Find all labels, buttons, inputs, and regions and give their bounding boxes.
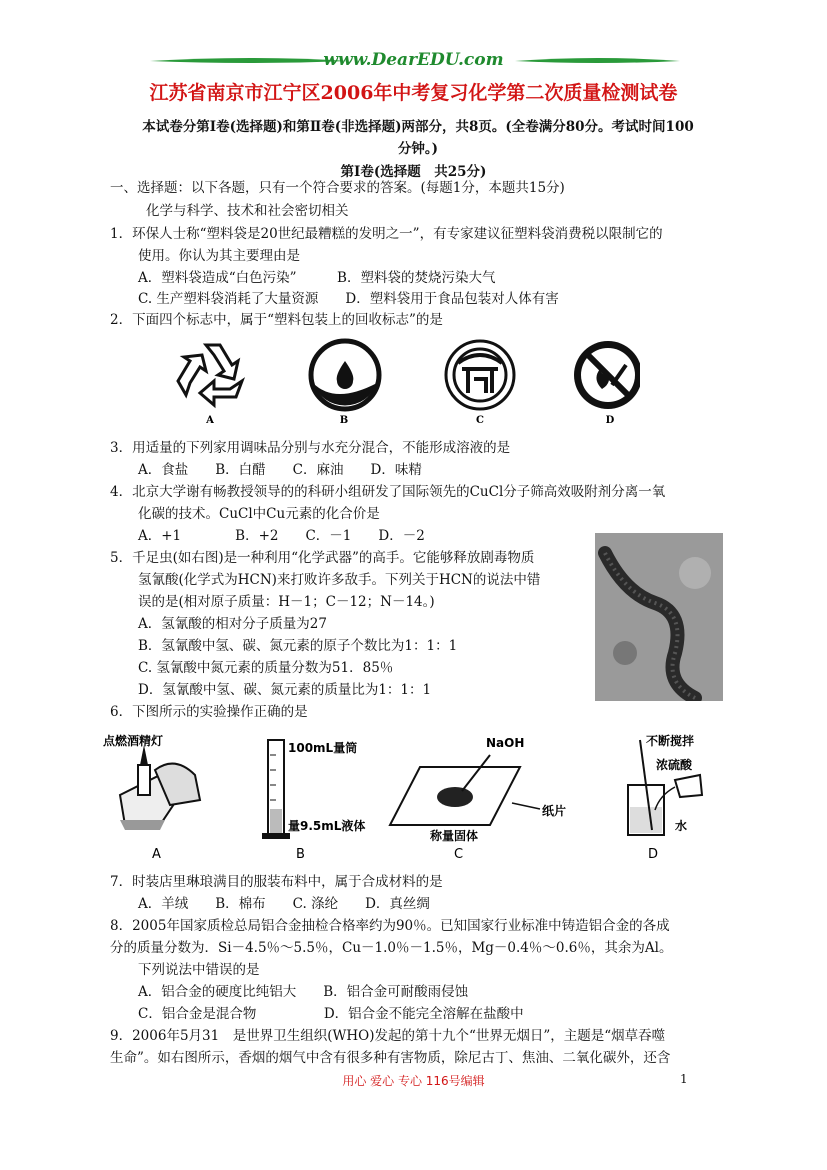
question-2: 2．下面四个标志中，属于“塑料包装上的回收标志”的是 — [110, 312, 443, 328]
question-8-cont-2: 下列说法中错误的是 — [138, 962, 260, 978]
question-7: 7．时装店里琳琅满目的服装布料中，属于合成材料的是 — [110, 874, 443, 890]
q2-label-a: A — [206, 415, 214, 426]
q2-logos-figure — [170, 335, 640, 430]
question-8-options-1: A．铝合金的硬度比纯铝大 B．铝合金可耐酸雨侵蚀 — [138, 984, 469, 1000]
q6-c-letter: C — [454, 847, 464, 862]
question-5-option-d: D．氢氰酸中氢、碳、氮元素的质量比为1：1：1 — [138, 682, 432, 698]
recycle-logo-icon — [178, 345, 242, 405]
water-saving-logo-icon — [311, 341, 379, 409]
paper-intro — [108, 116, 728, 160]
question-8-cont-1: 分的质量分数为．Si－4.5％～5.5％，Cu－1.0％－1.5％，Mg－0.4％～0.6％，其余为Al。 — [110, 940, 673, 956]
site-url[interactable]: www.DearEDU.com — [323, 50, 504, 70]
page-footer: 用心 爱心 专心 116号编辑 — [342, 1074, 485, 1088]
question-3-options: A．食盐 B．白醋 C．麻油 D．味精 — [138, 462, 422, 478]
q2-label-d: D — [605, 415, 615, 426]
question-4: 4．北京大学谢有畅教授领导的的科研小组研发了国际领先的CuCl分子筛高效吸附剂分离一氧 — [110, 484, 666, 500]
question-5-cont-2: 误的是(相对原子质量：H－1；C－12；N－14。) — [138, 594, 435, 610]
question-5-option-a: A．氢氰酸的相对分子质量为27 — [138, 616, 327, 632]
question-8: 8．2005年国家质检总局铝合金抽检合格率约为90％。已知国家行业标准中铸造铝合金的各成 — [110, 918, 670, 934]
question-9-cont: 生命”。如右图所示，香烟的烟气中含有很多种有害物质，除尼古丁、焦油、二氧化碳外，还含 — [110, 1050, 671, 1066]
q6-d-letter: D — [648, 847, 659, 862]
section-heading: 第Ⅰ卷(选择题 共25分) — [340, 164, 487, 180]
q6-d-label-2: 浓硫酸 — [656, 758, 693, 772]
q6-a-label: 点燃酒精灯 — [103, 734, 164, 748]
part-heading: 一、选择题：以下各题，只有一个符合要求的答案。(每题1分，本题共15分) — [110, 180, 565, 196]
question-5-option-b: B．氢氰酸中氢、碳、氮元素的原子个数比为1：1：1 — [138, 638, 458, 654]
theme-line: 化学与科学、技术和社会密切相关 — [146, 203, 349, 219]
question-5-cont-1: 氢氰酸(化学式为HCN)来打败许多敌手。下列关于HCN的说法中错 — [138, 572, 541, 588]
millipede-photo — [595, 533, 723, 701]
question-3: 3．用适量的下列家用调味品分别与水充分混合，不能形成溶液的是 — [110, 440, 511, 456]
intro-line-2: 分钟。) — [397, 141, 439, 157]
dilution-beaker-icon — [628, 740, 702, 835]
question-1-options-2: C. 生产塑料袋消耗了大量资源 D．塑料袋用于食品包装对人体有害 — [138, 291, 559, 307]
q6-b-letter: B — [296, 847, 305, 862]
q6-d-label-1: 不断搅拌 — [646, 734, 695, 748]
question-5: 5．千足虫(如右图)是一种利用“化学武器”的高手。它能够释放剧毒物质 — [110, 550, 535, 566]
q6-d-label-3: 水 — [675, 819, 688, 833]
quality-logo-icon — [446, 341, 514, 409]
measuring-cylinder-icon — [262, 740, 290, 839]
page-number: 1 — [680, 1072, 688, 1086]
no-fire-logo-icon — [574, 341, 640, 409]
question-1: 1．环保人士称“塑料袋是20世纪最糟糕的发明之一”，有专家建议征塑料袋消费税以限制它的 — [110, 226, 663, 242]
q2-label-b: B — [339, 415, 349, 426]
q6-c-label-1: NaOH — [486, 736, 525, 750]
weighing-paper-icon — [390, 755, 540, 825]
q6-b-label-2: 量9.5mL液体 — [288, 819, 366, 833]
question-4-cont: 化碳的技术。CuCl中Cu元素的化合价是 — [138, 506, 380, 522]
intro-line-1: 本试卷分第Ⅰ卷(选择题)和第Ⅱ卷(非选择题)两部分，共8页。(全卷满分80分。考试时间100 — [142, 119, 694, 135]
q6-c-label-3: 称量固体 — [430, 829, 479, 843]
q6-a-letter: A — [152, 847, 161, 862]
question-1-cont: 使用。你认为其主要理由是 — [138, 248, 300, 264]
question-6: 6．下图所示的实验操作正确的是 — [110, 704, 308, 720]
alcohol-lamp-lighting-icon — [120, 745, 200, 830]
q6-c-label-2: 纸片 — [542, 804, 567, 818]
paper-title: 江苏省南京市江宁区2006年中考复习化学第二次质量检测试卷 — [149, 82, 678, 104]
q2-label-c: C — [476, 415, 484, 426]
question-4-options: A．+1 B．+2 C．－1 D．－2 — [138, 528, 425, 544]
question-7-options: A．羊绒 B．棉布 C. 涤纶 D．真丝绸 — [138, 896, 430, 912]
q6-b-label-1: 100mL量筒 — [288, 741, 358, 755]
question-9: 9．2006年5月31 是世界卫生组织(WHO)发起的第十九个“世界无烟日”，主题是“烟草吞噬 — [110, 1028, 666, 1044]
question-8-options-2: C．铝合金是混合物 D．铝合金不能完全溶解在盐酸中 — [138, 1006, 524, 1022]
question-5-option-c: C. 氢氰酸中氮元素的质量分数为51．85％ — [138, 660, 394, 676]
question-1-options-1: A．塑料袋造成“白色污染” B．塑料袋的焚烧污染大气 — [138, 270, 496, 286]
q6-lab-operations-figure — [100, 725, 720, 865]
